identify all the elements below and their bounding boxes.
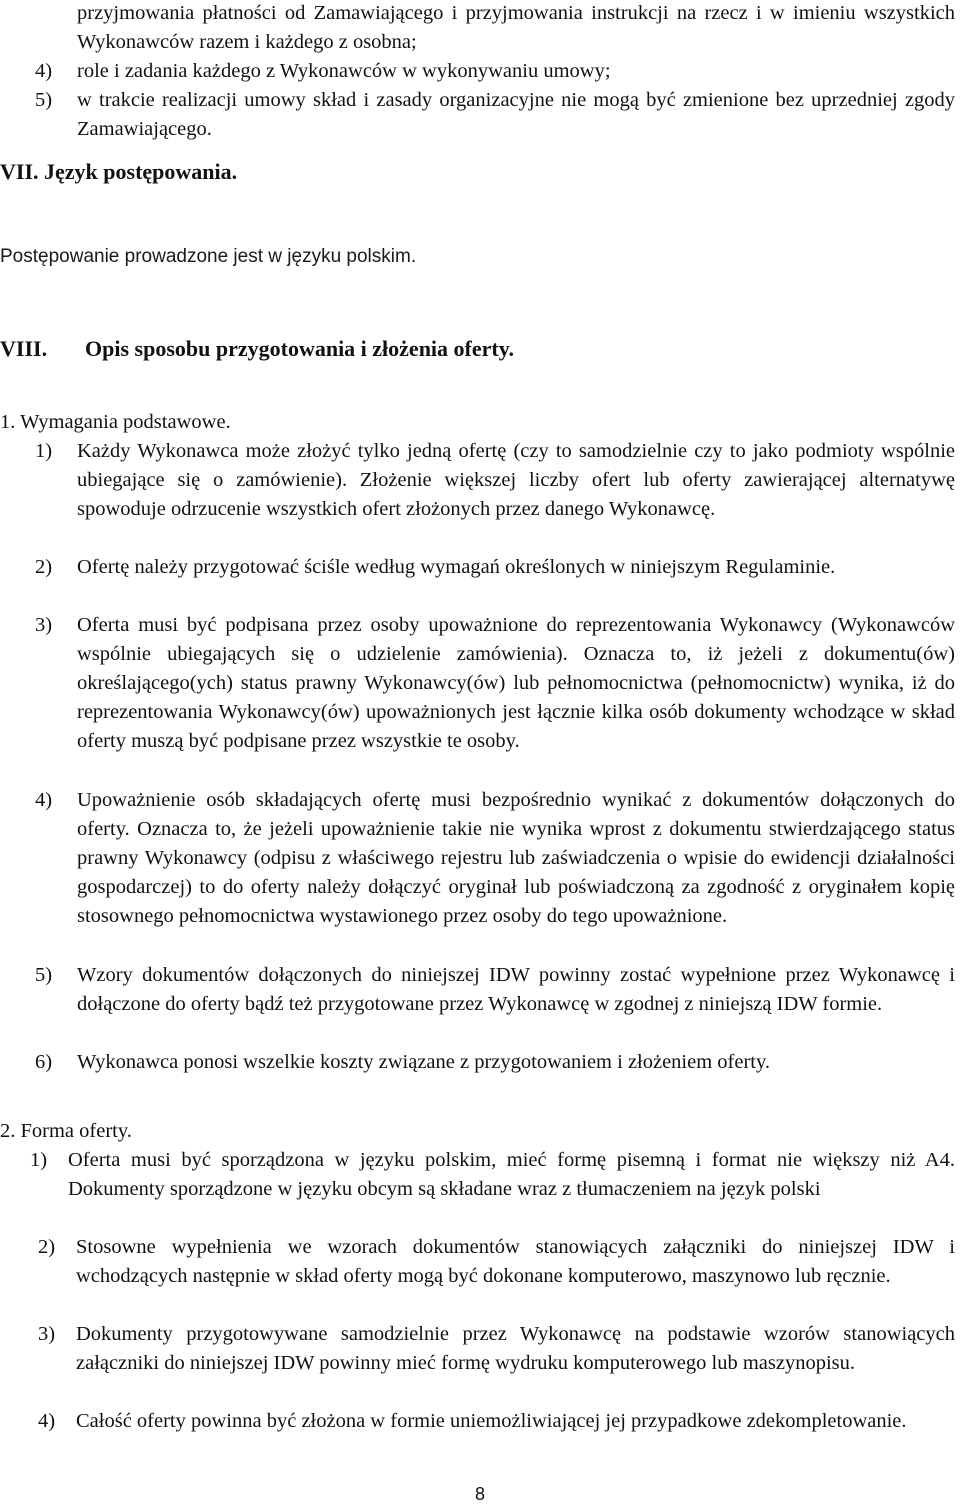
list-item (38, 1407, 955, 1436)
list-item-text: Każdy Wykonawca może złożyć tylko jedną ofertę (czy to samodzielnie czy to jako podmioty wspólnie ubiegające się o zamówienie). Złożenie większej liczby ofert lub oferty zawierającej alternatywę spowoduje odrzucenie wszystkich ofert złożonych przez danego Wykonawcę. (77, 440, 955, 520)
list-item-text: Oferta musi być podpisana przez osoby upoważnione do reprezentowania Wykonawcy (Wykonawców wspólnie ubiegających się o udzielenie zamówienia). Oznacza to, iż jeżeli z dokumentu(ów) określającego(ych) status prawny Wykonawcy(ów) lub pełnomocnictwa (pełnomocnictw) wynika, iż do reprezentowania Wykonawcy(ów) upoważnionych jest łącznie kilka osób dokumenty wchodzące w skład oferty muszą być podpisane przez wszystkie te osoby. (77, 614, 955, 752)
list-item (30, 1146, 955, 1204)
section-vii-heading: VII. Język postępowania. (0, 159, 238, 184)
subsection-1-heading: 1. Wymagania podstawowe. (0, 411, 231, 433)
list-item-text: Oferta musi być sporządzona w języku polskim, mieć formę pisemną i format nie większy niż A4. Dokumenty sporządzone w języku obcym są składane wraz z tłumaczeniem na język polski (68, 1149, 955, 1200)
list-item-text: w trakcie realizacji umowy skład i zasady organizacyjne nie mogą być zmienione bez uprzedniej zgody Zamawiającego. (77, 89, 955, 140)
list-item (35, 1048, 955, 1077)
list-item-number: 2) (38, 1236, 56, 1258)
page-number: 8 (474, 1484, 485, 1504)
section-viii-title: Opis sposobu przygotowania i złożenia oferty. (85, 336, 515, 361)
list-item-number: 5) (35, 964, 53, 986)
list-item (35, 57, 955, 86)
list-item-number: 3) (38, 1323, 56, 1345)
list-item-text: Ofertę należy przygotować ściśle według wymagań określonych w niniejszym Regulaminie. (77, 556, 836, 578)
list-item (38, 1233, 955, 1291)
intro-continuation-paragraph: przyjmowania płatności od Zamawiającego i przyjmowania instrukcji na rzecz i w imieniu wszystkich Wykonawców razem i każdego z osobna; (77, 2, 955, 53)
list-item-number: 5) (35, 89, 53, 111)
subsection-2-heading: 2. Forma oferty. (0, 1120, 132, 1142)
list-item-number: 1) (35, 440, 53, 462)
list-item-number: 6) (35, 1051, 53, 1073)
list-item-number: 4) (35, 60, 53, 82)
list-item (35, 553, 955, 582)
section-vii-body: Postępowanie prowadzone jest w języku polskim. (0, 246, 417, 267)
list-item-text: Całość oferty powinna być złożona w formie uniemożliwiającej jej przypadkowe zdekompletowanie. (76, 1410, 907, 1432)
section-viii-heading (0, 334, 514, 363)
list-item-text: Stosowne wypełnienia we wzorach dokumentów stanowiących załączniki do niniejszej IDW i wchodzących następnie w skład oferty mogą być dokonane komputerowo, maszynowo lub ręcznie. (76, 1236, 955, 1287)
list-item-text: Wykonawca ponosi wszelkie koszty związane z przygotowaniem i złożeniem oferty. (77, 1051, 771, 1073)
section-viii-number: VIII. (0, 336, 48, 361)
list-item-number: 4) (35, 789, 53, 811)
list-item-number: 4) (38, 1410, 56, 1432)
list-item-text: Dokumenty przygotowywane samodzielnie przez Wykonawcę na podstawie wzorów stanowiących załączniki do niniejszej IDW powinny mieć formę wydruku komputerowego lub maszynopisu. (76, 1323, 955, 1374)
list-item (38, 1320, 955, 1378)
list-item (35, 961, 955, 1019)
list-item-text: role i zadania każdego z Wykonawców w wykonywaniu umowy; (77, 60, 611, 82)
list-item-text: Upoważnienie osób składających ofertę musi bezpośrednio wynikać z dokumentów dołączonych do oferty. Oznacza to, że jeżeli upoważnienie takie nie wynika wprost z dokumentu stwierdzającego status prawny Wykonawcy (odpisu z właściwego rejestru lub zaświadczenia o wpisie do ewidencji działalności gospodarczej) to do oferty należy dołączyć oryginał lub poświadczoną za zgodność z oryginałem kopię stosownego pełnomocnictwa wystawionego przez osoby do tego upoważnione. (77, 789, 955, 927)
list-item-text: Wzory dokumentów dołączonych do niniejszej IDW powinny zostać wypełnione przez Wykonawcę i dołączone do oferty bądź też przygotowane przez Wykonawcę w zgodnej z niniejszą IDW formie. (77, 964, 955, 1015)
list-item (35, 437, 955, 524)
list-item-number: 2) (35, 556, 53, 578)
list-item-number: 1) (30, 1149, 48, 1171)
list-item (35, 86, 955, 144)
list-item-number: 3) (35, 614, 53, 636)
list-item (35, 786, 955, 931)
list-item (35, 611, 955, 756)
